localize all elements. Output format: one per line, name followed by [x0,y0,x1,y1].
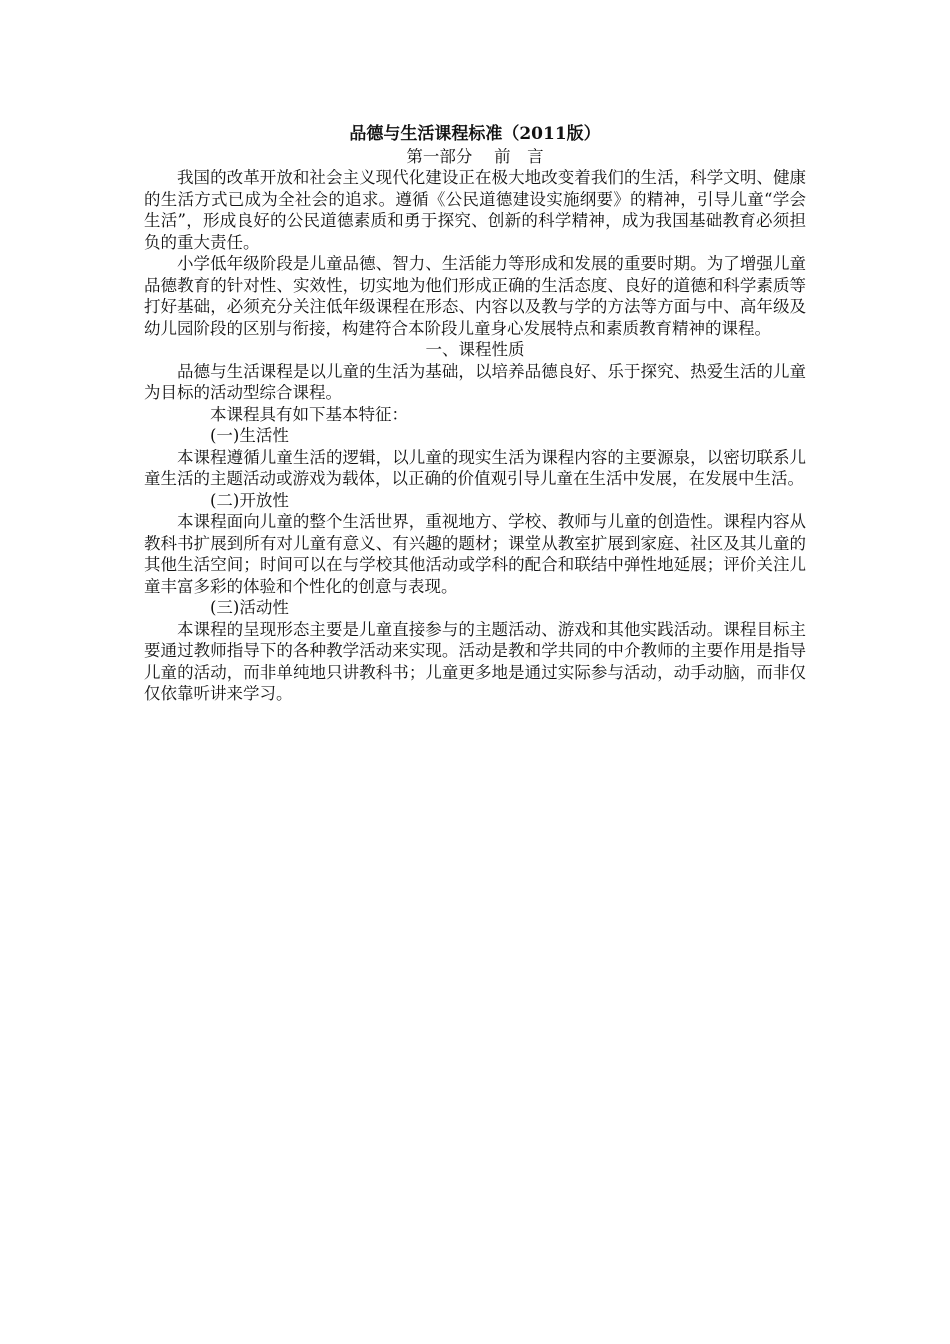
feature-heading: (一)生活性 [210,426,289,445]
features-lead: 本课程具有如下基本特征： [210,404,408,424]
feature-heading: (二)开放性 [210,490,289,510]
feature-paragraph: 本课程面向儿童的整个生活世界，重视地方、学校、教师与儿童的创造性。课程内容从教科书扩展到所有对儿童有意义、有兴趣的题材；课堂从教室扩展到家庭、社区及其儿童的其他生活空间；时间可以在与学校其他活动或学科的配合和联结中弹性地延展；评价关注儿童丰富多彩的体验和个性化的创意与表现。 [144,512,806,596]
feature-paragraph: 本课程遵循儿童生活的逻辑，以儿童的现实生活为课程内容的主要源泉，以密切联系儿童生活的主题活动或游戏为载体，以正确的价值观引导儿童在生活中发展，在发展中生活。 [144,447,806,488]
document-title: 品德与生活课程标准（2011版） [349,124,601,144]
intro-paragraph: 小学低年级阶段是儿童品德、智力、生活能力等形成和发展的重要时期。为了增强儿童品德教育的针对性、实效性，切实地为他们形成正确的生活态度、良好的道德和科学素质等打好基础，必须充分关注低年级课程在形态、内容以及教与学的方法等方面与中、高年级及幼儿园阶段的区别与衔接，构建符合本阶段儿童身心发展特点和素质教育精神的课程。 [144,254,806,338]
section-intro-paragraph: 品德与生活课程是以儿童的生活为基础，以培养品德良好、乐于探究、热爱生活的儿童为目标的活动型综合课程。 [144,361,806,402]
document-body [144,124,806,705]
feature-paragraph: 本课程的呈现形态主要是儿童直接参与的主题活动、游戏和其他实践活动。课程目标主要通过教师指导下的各种教学活动来实现。活动是教和学共同的中介教师的主要作用是指导儿童的活动，而非单纯地只讲教科书；儿童更多地是通过实际参与活动，动手动脑，而非仅仅依靠听讲来学习。 [144,619,806,703]
feature-heading: (三)活动性 [210,598,289,617]
intro-paragraph: 我国的改革开放和社会主义现代化建设正在极大地改变着我们的生活，科学文明、健康的生活方式已成为全社会的追求。遵循《公民道德建设实施纲要》的精神，引导儿童“学会生活”，形成良好的公民道德素质和勇于探究、创新的科学精神，成为我国基础教育必须担负的重大责任。 [144,168,806,252]
part-heading: 第一部分 前 言 [406,146,544,166]
section-heading: 一、课程性质 [425,340,525,359]
